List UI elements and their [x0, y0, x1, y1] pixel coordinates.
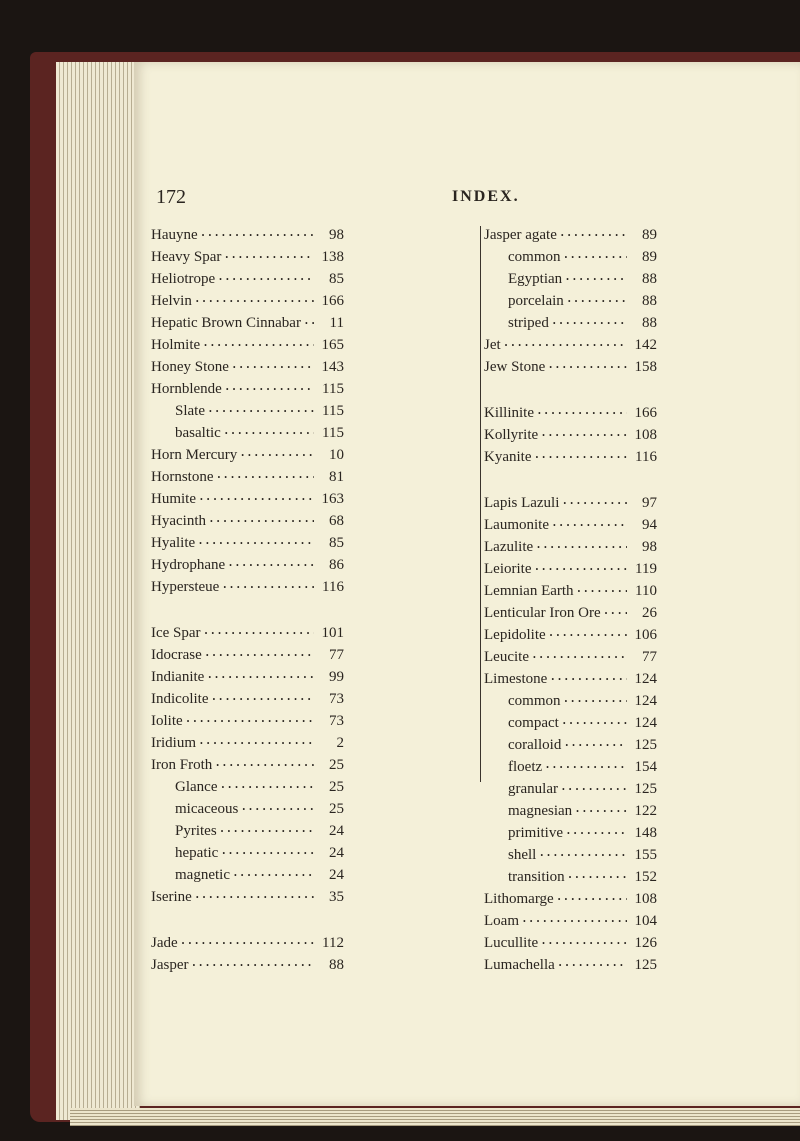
dot-leader [233, 356, 314, 378]
dot-leader [567, 822, 627, 844]
dot-leader [563, 712, 627, 734]
index-page-ref: 98 [642, 539, 657, 555]
index-entry [151, 754, 344, 776]
index-entry [151, 776, 344, 798]
dot-leader [182, 932, 314, 954]
dot-leader [535, 558, 627, 580]
index-term: magnetic [175, 867, 230, 883]
index-entry [484, 334, 657, 356]
index-term: Lumachella [484, 957, 555, 973]
index-entry [151, 444, 344, 466]
index-entry [151, 466, 344, 488]
index-term: Hypersteue [151, 579, 220, 595]
index-entry [151, 932, 344, 954]
index-entry [484, 312, 657, 334]
index-entry [151, 334, 344, 356]
dot-leader [226, 378, 314, 400]
index-entry [151, 954, 344, 976]
index-entry [484, 778, 657, 800]
index-page-ref: 158 [634, 359, 657, 375]
index-page-ref: 25 [329, 801, 344, 817]
index-page-ref: 24 [329, 823, 344, 839]
index-entry [151, 510, 344, 532]
index-term: Slate [175, 403, 205, 419]
index-entry [484, 800, 657, 822]
index-entry [484, 690, 657, 712]
index-entry [484, 558, 657, 580]
index-page-ref: 25 [329, 779, 344, 795]
index-entry [484, 356, 657, 378]
index-page-ref: 89 [642, 227, 657, 243]
index-entry [151, 312, 344, 334]
index-page-ref: 99 [329, 669, 344, 685]
index-page-ref: 68 [329, 513, 344, 529]
dot-leader [605, 602, 627, 624]
page-number: 172 [156, 186, 186, 208]
index-term: Pyrites [175, 823, 217, 839]
index-term: Iserine [151, 889, 192, 905]
index-entry [484, 446, 657, 468]
index-entry [484, 712, 657, 734]
index-page-ref: 77 [329, 647, 344, 663]
index-term: transition [508, 869, 565, 885]
dot-leader [208, 666, 314, 688]
index-page-ref: 24 [329, 845, 344, 861]
index-entry [484, 866, 657, 888]
index-term: Honey Stone [151, 359, 229, 375]
index-entry [484, 268, 657, 290]
index-term: Indianite [151, 669, 205, 685]
dot-leader [538, 402, 627, 424]
index-term: Glance [175, 779, 218, 795]
dot-leader [553, 514, 627, 536]
index-page-ref: 154 [634, 759, 657, 775]
dot-leader [187, 710, 314, 732]
index-term: Hepatic Brown Cinnabar [151, 315, 301, 331]
dot-leader [565, 246, 628, 268]
index-term: Egyptian [508, 271, 563, 287]
index-page-ref: 124 [634, 693, 657, 709]
index-entry [151, 356, 344, 378]
index-page-ref: 88 [642, 271, 657, 287]
index-entry [484, 756, 657, 778]
index-term: compact [508, 715, 559, 731]
dot-leader [193, 954, 315, 976]
page-header [156, 186, 636, 208]
index-term: Lepidolite [484, 627, 546, 643]
index-page-ref: 25 [329, 757, 344, 773]
index-page-ref: 124 [634, 715, 657, 731]
dot-leader [205, 622, 314, 644]
index-term: Iron Froth [151, 757, 213, 773]
index-term: Lithomarge [484, 891, 554, 907]
index-page-ref: 166 [321, 293, 344, 309]
index-entry [484, 734, 657, 756]
index-term: Jasper [151, 957, 189, 973]
index-entry [484, 822, 657, 844]
index-term: granular [508, 781, 558, 797]
index-entry [484, 602, 657, 624]
index-page-ref: 110 [635, 583, 657, 599]
index-term: Lemnian Earth [484, 583, 574, 599]
index-entry [151, 644, 344, 666]
index-page-ref: 106 [634, 627, 657, 643]
dot-leader [540, 844, 627, 866]
index-term: Iridium [151, 735, 196, 751]
index-page-ref: 94 [642, 517, 657, 533]
index-entry [484, 888, 657, 910]
index-entry [151, 532, 344, 554]
index-page-ref: 86 [329, 557, 344, 573]
index-page-ref: 35 [329, 889, 344, 905]
index-page-ref: 2 [336, 735, 344, 751]
dot-leader [223, 576, 314, 598]
index-term: coralloid [508, 737, 562, 753]
dot-leader [523, 910, 627, 932]
index-page-ref: 155 [634, 847, 657, 863]
index-term: Kyanite [484, 449, 532, 465]
dot-leader [551, 668, 627, 690]
dot-leader [565, 690, 628, 712]
index-term: Leucite [484, 649, 529, 665]
index-page-ref: 116 [635, 449, 657, 465]
dot-leader [206, 644, 314, 666]
index-page-ref: 115 [322, 403, 344, 419]
index-entry [151, 378, 344, 400]
dot-leader [204, 334, 314, 356]
index-term: Humite [151, 491, 196, 507]
index-page-ref: 152 [634, 869, 657, 885]
index-page-ref: 108 [634, 891, 657, 907]
index-entry [151, 688, 344, 710]
index-entry [484, 536, 657, 558]
page-edges-bottom [70, 1108, 800, 1126]
index-term: Hauyne [151, 227, 198, 243]
index-page-ref: 26 [642, 605, 657, 621]
index-term: Hornstone [151, 469, 214, 485]
dot-leader [562, 778, 627, 800]
index-page-ref: 126 [634, 935, 657, 951]
index-page-ref: 88 [329, 957, 344, 973]
index-term: micaceous [175, 801, 239, 817]
dot-leader [546, 756, 627, 778]
dot-leader [305, 312, 314, 334]
index-entry [484, 910, 657, 932]
index-entry [484, 424, 657, 446]
index-page-ref: 125 [634, 781, 657, 797]
dot-leader [242, 798, 314, 820]
index-term: Iolite [151, 713, 183, 729]
index-page-ref: 143 [321, 359, 344, 375]
index-page-ref: 97 [642, 495, 657, 511]
index-term: Horn Mercury [151, 447, 238, 463]
index-term: Loam [484, 913, 519, 929]
index-entry [151, 842, 344, 864]
index-page-ref: 73 [329, 691, 344, 707]
index-page-ref: 85 [329, 535, 344, 551]
index-entry [484, 668, 657, 690]
index-page-ref: 116 [322, 579, 344, 595]
dot-leader [200, 732, 314, 754]
index-page-ref: 89 [642, 249, 657, 265]
dot-leader [569, 866, 627, 888]
index-term: Killinite [484, 405, 534, 421]
dot-leader [576, 800, 627, 822]
dot-leader [209, 400, 314, 422]
index-term: Laumonite [484, 517, 549, 533]
dot-leader [196, 290, 314, 312]
index-term: Hyacinth [151, 513, 206, 529]
dot-leader [221, 776, 314, 798]
index-entry [484, 844, 657, 866]
dot-leader [533, 646, 627, 668]
index-entry [484, 514, 657, 536]
index-entry [151, 622, 344, 644]
index-entry [484, 224, 657, 246]
index-term: primitive [508, 825, 563, 841]
index-entry [151, 820, 344, 842]
index-entry [151, 488, 344, 510]
dot-leader [542, 932, 627, 954]
dot-leader [537, 536, 627, 558]
index-page-ref: 125 [634, 737, 657, 753]
index-entry [151, 554, 344, 576]
index-term: Kollyrite [484, 427, 539, 443]
dot-leader [563, 492, 627, 514]
index-term: hepatic [175, 845, 219, 861]
index-page-ref: 11 [329, 315, 344, 331]
dot-leader [225, 246, 314, 268]
dot-leader [225, 422, 314, 444]
index-term: striped [508, 315, 549, 331]
index-term: Helvin [151, 293, 192, 309]
index-page-ref: 10 [329, 447, 344, 463]
index-page-ref: 73 [329, 713, 344, 729]
index-entry [484, 646, 657, 668]
index-page-ref: 85 [329, 271, 344, 287]
index-page-ref: 166 [634, 405, 657, 421]
index-entry [484, 580, 657, 602]
index-page-ref: 125 [634, 957, 657, 973]
index-page-ref: 122 [634, 803, 657, 819]
index-entry [484, 954, 657, 976]
index-term: Heavy Spar [151, 249, 222, 265]
dot-leader [221, 820, 314, 842]
index-term: Ice Spar [151, 625, 201, 641]
dot-leader [565, 734, 627, 756]
index-term: Lazulite [484, 539, 534, 555]
dot-leader [559, 954, 627, 976]
index-entry [484, 624, 657, 646]
index-page-ref: 138 [321, 249, 344, 265]
dot-leader [558, 888, 627, 910]
dot-leader [535, 446, 627, 468]
index-term: Hyalite [151, 535, 196, 551]
index-entry [151, 268, 344, 290]
index-column-left [151, 224, 344, 976]
index-page-ref: 115 [322, 381, 344, 397]
index-page-ref: 108 [634, 427, 657, 443]
index-term: Jade [151, 935, 178, 951]
dot-leader [212, 688, 314, 710]
index-term: Hydrophane [151, 557, 226, 573]
index-entry [484, 246, 657, 268]
index-term: common [508, 249, 561, 265]
dot-leader [196, 886, 314, 908]
index-term: porcelain [508, 293, 564, 309]
index-entry [151, 864, 344, 886]
index-page-ref: 104 [634, 913, 657, 929]
index-page-ref: 115 [322, 425, 344, 441]
index-term: Jew Stone [484, 359, 546, 375]
index-page-ref: 165 [321, 337, 344, 353]
dot-leader [578, 580, 627, 602]
dot-leader [216, 754, 314, 776]
index-page-ref: 119 [635, 561, 657, 577]
index-page-ref: 101 [321, 625, 344, 641]
index-term: Jasper agate [484, 227, 557, 243]
dot-leader [241, 444, 314, 466]
index-term: Idocrase [151, 647, 202, 663]
index-entry [484, 402, 657, 424]
index-page-ref: 77 [642, 649, 657, 665]
index-term: Limestone [484, 671, 548, 687]
dot-leader [222, 842, 314, 864]
index-column-right [484, 224, 657, 976]
dot-leader [542, 424, 627, 446]
dot-leader [561, 224, 627, 246]
dot-leader [199, 532, 314, 554]
index-page-ref: 148 [634, 825, 657, 841]
running-head: INDEX. [452, 188, 520, 205]
index-entry [151, 710, 344, 732]
dot-leader [566, 268, 627, 290]
dot-leader [550, 624, 627, 646]
dot-leader [549, 356, 627, 378]
dot-leader [234, 864, 314, 886]
page-edges-left [56, 62, 140, 1120]
index-entry [151, 400, 344, 422]
index-entry [484, 290, 657, 312]
index-term: Holmite [151, 337, 201, 353]
dot-leader [219, 268, 314, 290]
dot-leader [229, 554, 314, 576]
dot-leader [568, 290, 627, 312]
index-entry [484, 932, 657, 954]
index-term: floetz [508, 759, 543, 775]
index-term: Lucullite [484, 935, 539, 951]
dot-leader [505, 334, 627, 356]
index-entry [151, 290, 344, 312]
index-term: Hornblende [151, 381, 222, 397]
index-entry [151, 224, 344, 246]
index-entry [151, 422, 344, 444]
index-entry [151, 886, 344, 908]
column-divider [480, 226, 481, 782]
index-entry [151, 576, 344, 598]
index-term: Heliotrope [151, 271, 216, 287]
index-entry [151, 666, 344, 688]
index-page-ref: 88 [642, 293, 657, 309]
index-page-ref: 24 [329, 867, 344, 883]
dot-leader [218, 466, 315, 488]
index-entry [151, 246, 344, 268]
dot-leader [210, 510, 314, 532]
index-term: common [508, 693, 561, 709]
dot-leader [200, 488, 314, 510]
index-entry [484, 492, 657, 514]
index-term: basaltic [175, 425, 221, 441]
index-term: Lenticular Iron Ore [484, 605, 601, 621]
index-page-ref: 142 [634, 337, 657, 353]
index-page-ref: 98 [329, 227, 344, 243]
index-page-ref: 112 [322, 935, 344, 951]
index-term: Leiorite [484, 561, 532, 577]
index-term: Lapis Lazuli [484, 495, 560, 511]
index-term: Jet [484, 337, 501, 353]
index-entry [151, 732, 344, 754]
index-term: Indicolite [151, 691, 209, 707]
dot-leader [553, 312, 627, 334]
index-term: shell [508, 847, 537, 863]
index-entry [151, 798, 344, 820]
index-page-ref: 81 [329, 469, 344, 485]
index-page-ref: 124 [634, 671, 657, 687]
index-term: magnesian [508, 803, 573, 819]
index-page-ref: 163 [321, 491, 344, 507]
dot-leader [202, 224, 314, 246]
index-page-ref: 88 [642, 315, 657, 331]
